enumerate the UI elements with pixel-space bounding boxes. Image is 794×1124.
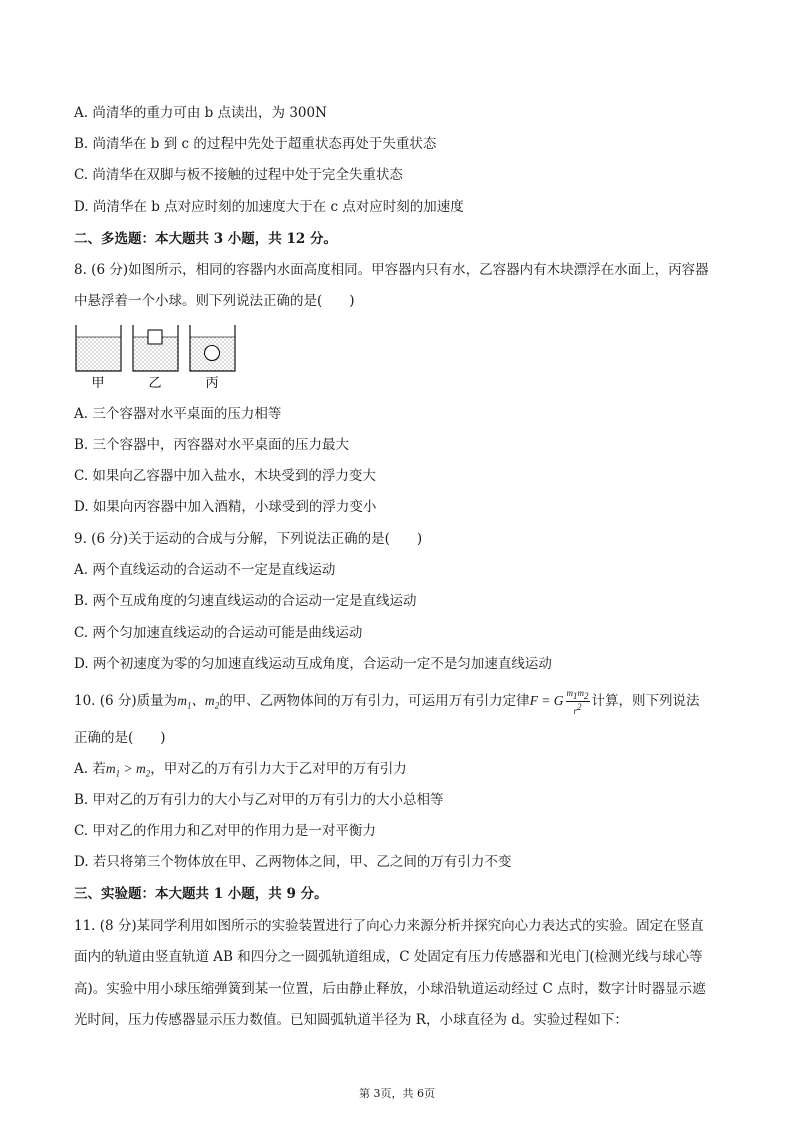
q10-option-b: B. 甲对乙的万有引力的大小与乙对甲的万有引力的大小总相等 bbox=[74, 792, 444, 808]
containers-svg bbox=[72, 323, 242, 391]
q11-stem-line4: 光时间，压力传感器显示压力数值。已知圆弧轨道半径为 R，小球直径为 d。实验过程如下： bbox=[74, 1012, 628, 1028]
page-footer: 第 3页，共 6页 bbox=[359, 1087, 435, 1100]
q10-stem-part-b: 的甲、乙两物体间的万有引力，可运用万有引力定律 bbox=[219, 693, 530, 709]
q9-stem: 9. (6 分)关于运动的合成与分解，下列说法正确的是( ) bbox=[74, 531, 423, 547]
section-2-heading: 二、多选题：本大题共 3 小题，共 12 分。 bbox=[74, 231, 337, 247]
q8-option-c: C. 如果向乙容器中加入盐水，木块受到的浮力变大 bbox=[74, 468, 376, 484]
wood-block bbox=[148, 330, 162, 344]
q10-option-a bbox=[74, 760, 407, 783]
q8-option-a: A. 三个容器对水平桌面的压力相等 bbox=[74, 406, 282, 422]
container-figure bbox=[72, 323, 242, 395]
q10-mass-symbols: $m_1$、$m_2$ bbox=[177, 693, 220, 711]
q10-option-d: D. 若只将第三个物体放在甲、乙两物体之间，甲、乙之间的万有引力不变 bbox=[74, 854, 512, 870]
q10-option-a-prefix: A. 若 bbox=[74, 761, 106, 777]
q10-option-a-rest: ，甲对乙的万有引力大于乙对甲的万有引力 bbox=[150, 761, 407, 777]
ball bbox=[205, 346, 220, 361]
q9-option-d: D. 两个初速度为零的匀加速直线运动互成角度，合运动一定不是匀加速直线运动 bbox=[74, 656, 552, 672]
gravitation-formula: F = G $\frac{m_1m_2}{r^2}$ bbox=[529, 688, 589, 716]
label-bing: 丙 bbox=[205, 376, 219, 391]
q10-stem-line2: 正确的是( ) bbox=[74, 730, 166, 746]
q11-stem-line3: 高)。实验中用小球压缩弹簧到某一位置，后由静止释放，小球沿轨道运动经过 C 点时，数字计时器显示遮 bbox=[74, 981, 706, 997]
container-bing bbox=[190, 325, 235, 371]
q10-stem-part-a: 10. (6 分)质量为 bbox=[74, 693, 178, 709]
label-jia: 甲 bbox=[91, 376, 105, 391]
mass-inequality: $m_1 > m_2$ bbox=[105, 761, 151, 779]
section-3-heading: 三、实验题：本大题共 1 小题，共 9 分。 bbox=[74, 886, 328, 902]
label-yi: 乙 bbox=[148, 376, 162, 391]
q11-stem-line1: 11. (8 分)某同学利用如图所示的实验装置进行了向心力来源分析并探究向心力表达式的实验。固定在竖直 bbox=[74, 918, 704, 934]
q10-option-c: C. 甲对乙的作用力和乙对甲的作用力是一对平衡力 bbox=[74, 823, 376, 839]
q9-option-a: A. 两个直线运动的合运动不一定是直线运动 bbox=[74, 562, 336, 578]
q7-option-c: C. 尚清华在双脚与板不接触的过程中处于完全失重状态 bbox=[74, 167, 403, 183]
q8-option-b: B. 三个容器中，丙容器对水平桌面的压力最大 bbox=[74, 437, 350, 453]
q7-option-d: D. 尚清华在 b 点对应时刻的加速度大于在 c 点对应时刻的加速度 bbox=[74, 199, 464, 215]
q8-option-d: D. 如果向丙容器中加入酒精，小球受到的浮力变小 bbox=[74, 499, 377, 515]
container-jia bbox=[76, 325, 121, 371]
q9-option-b: B. 两个互成角度的匀速直线运动的合运动一定是直线运动 bbox=[74, 593, 417, 609]
q10-stem-part-c: 计算，则下列说法 bbox=[591, 693, 700, 709]
q7-option-b: B. 尚清华在 b 到 c 的过程中先处于超重状态再处于失重状态 bbox=[74, 136, 437, 152]
q11-stem-line2: 面内的轨道由竖直轨道 AB 和四分之一圆弧轨道组成，C 处固定有压力传感器和光电门(检测光线与球心等 bbox=[74, 949, 703, 965]
container-yi bbox=[133, 325, 178, 371]
q10-stem-line1 bbox=[74, 688, 700, 716]
q9-option-c: C. 两个匀加速直线运动的合运动可能是曲线运动 bbox=[74, 625, 363, 641]
q7-option-a: A. 尚清华的重力可由 b 点读出，为 300N bbox=[74, 105, 327, 121]
q8-stem-line2: 中悬浮着一个小球。则下列说法正确的是( ) bbox=[74, 293, 355, 309]
q8-stem-line1: 8. (6 分)如图所示，相同的容器内水面高度相同。甲容器内只有水，乙容器内有木块漂浮在水面上，丙容器 bbox=[74, 262, 709, 278]
